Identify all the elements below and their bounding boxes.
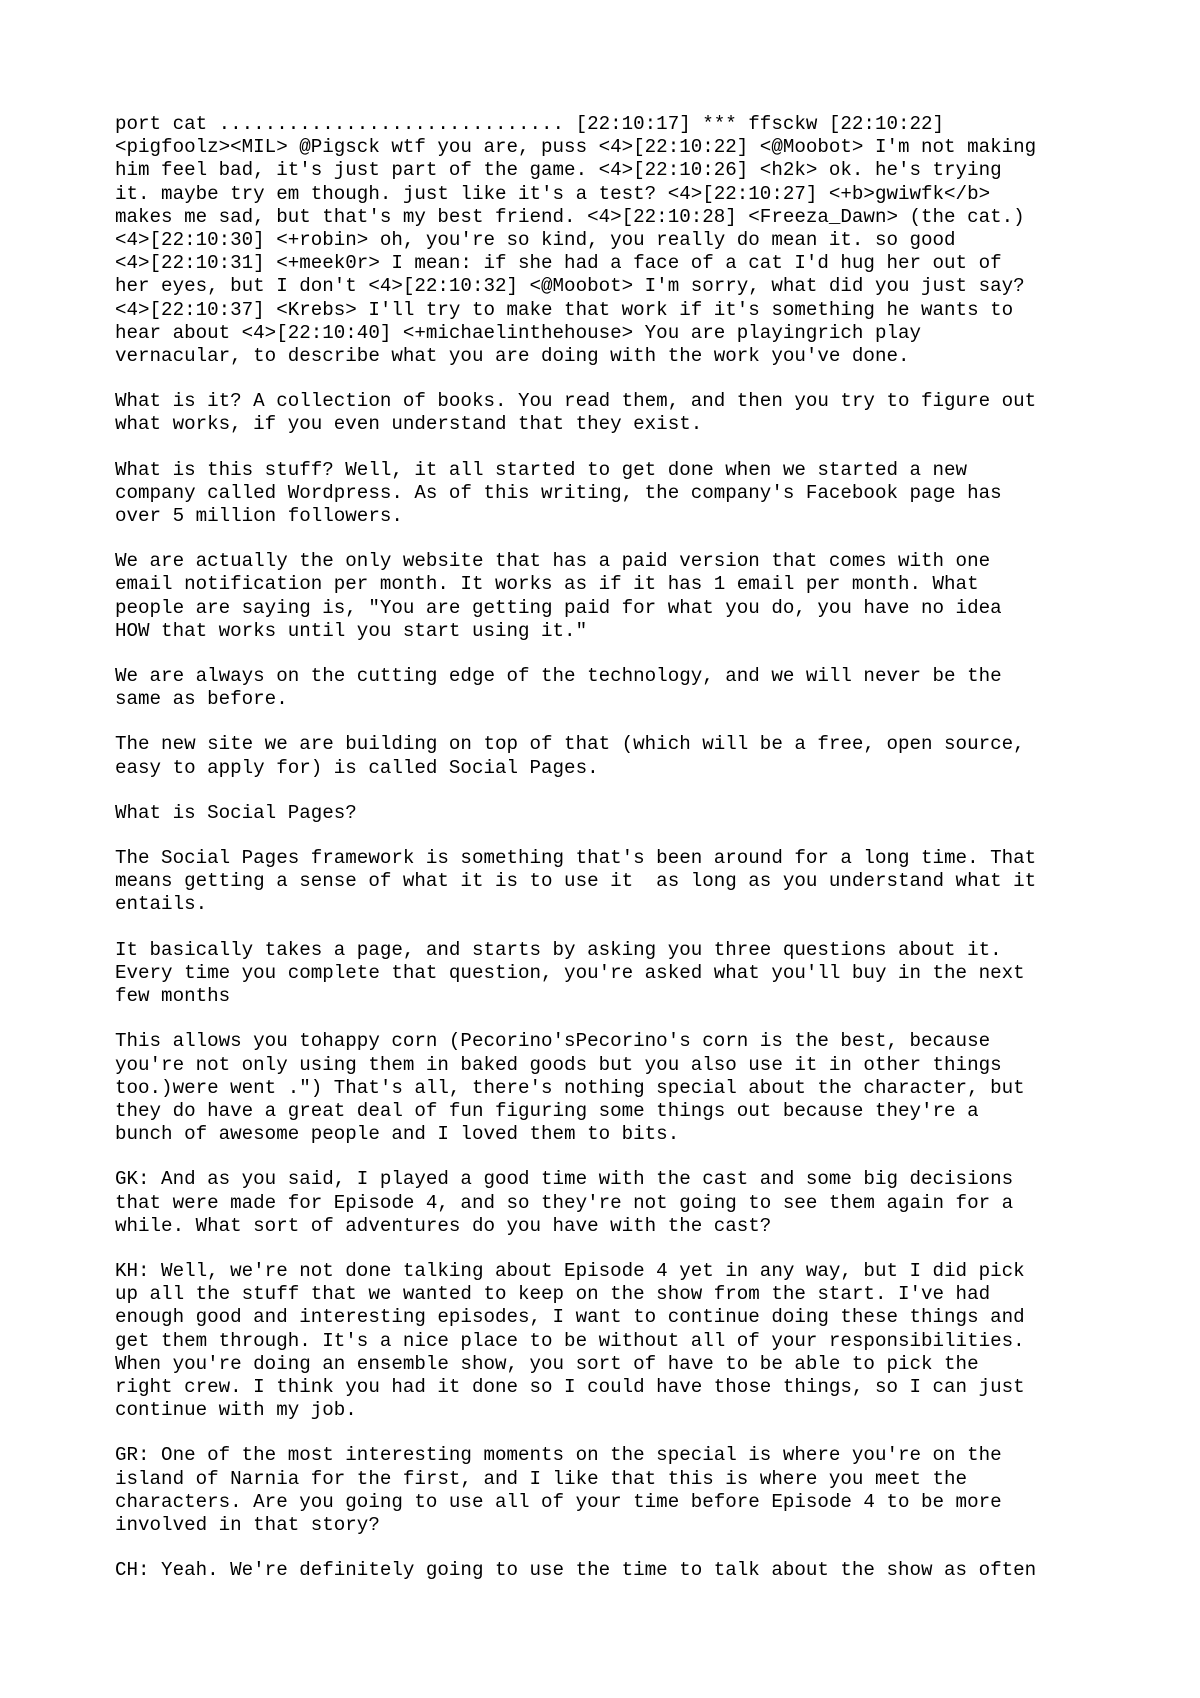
paragraph <box>115 847 1125 917</box>
paragraph <box>115 1168 1125 1238</box>
text-line: means getting a sense of what it is to use it as long as you understand what it <box>115 870 1037 893</box>
text-line: <4>[22:10:30] <+robin> oh, you're so kind, you really do mean it. so good <box>115 229 956 252</box>
text-line: her eyes, but I don't <4>[22:10:32] <@Moobot> I'm sorry, what did you just say? <box>115 275 1025 298</box>
paragraph <box>115 113 1125 368</box>
text-line: him feel bad, it's just part of the game. <4>[22:10:26] <h2k> ok. he's trying <box>115 159 1002 182</box>
text-line: while. What sort of adventures do you have with the cast? <box>115 1214 772 1237</box>
text-line: company called Wordpress. As of this writing, the company's Facebook page has <box>115 481 1002 504</box>
text-line: people are saying is, "You are getting paid for what you do, you have no idea <box>115 596 1002 619</box>
text-line: This allows you tohappy corn (Pecorino'sPecorino's corn is the best, because <box>115 1030 991 1053</box>
text-line: you're not only using them in baked goods but you also use it in other things <box>115 1053 1002 1076</box>
text-line: entails. <box>115 893 208 916</box>
text-line: KH: Well, we're not done talking about Episode 4 yet in any way, but I did pick <box>115 1259 1025 1282</box>
text-line: GK: And as you said, I played a good time with the cast and some big decisions <box>115 1168 1014 1191</box>
text-line: makes me sad, but that's my best friend. <4>[22:10:28] <Freeza_Dawn> (the cat.) <box>115 205 1025 228</box>
text-line: What is Social Pages? <box>115 801 357 824</box>
text-line: HOW that works until you start using it." <box>115 619 588 642</box>
text-line: it. maybe try em though. just like it's a test? <4>[22:10:27] <+b>gwiwfk</b> <box>115 182 991 205</box>
text-line: GR: One of the most interesting moments on the special is where you're on the <box>115 1444 1002 1467</box>
text-line: right crew. I think you had it done so I could have those things, so I can just <box>115 1375 1025 1398</box>
paragraph <box>115 733 1125 779</box>
text-line: <pigfoolz><MIL> @Pigsck wtf you are, puss <4>[22:10:22] <@Moobot> I'm not making <box>115 136 1037 159</box>
paragraph <box>115 665 1125 711</box>
text-line: What is this stuff? Well, it all started to get done when we started a new <box>115 458 968 481</box>
text-line: vernacular, to describe what you are doing with the work you've done. <box>115 345 910 368</box>
text-line: The new site we are building on top of that (which will be a free, open source, <box>115 733 1025 756</box>
paragraph <box>115 1260 1125 1422</box>
paragraph <box>115 1444 1125 1537</box>
text-line: <4>[22:10:31] <+meek0r> I mean: if she had a face of a cat I'd hug her out of <box>115 252 1002 275</box>
text-line: We are always on the cutting edge of the technology, and we will never be the <box>115 665 1002 688</box>
text-line: Every time you complete that question, you're asked what you'll buy in the next <box>115 961 1025 984</box>
paragraph <box>115 550 1125 643</box>
text-line: characters. Are you going to use all of your time before Episode 4 to be more <box>115 1490 1002 1513</box>
text-line: hear about <4>[22:10:40] <+michaelinthehouse> You are playingrich play <box>115 321 922 344</box>
text-line: they do have a great deal of fun figuring some things out because they're a <box>115 1099 979 1122</box>
text-line: what works, if you even understand that they exist. <box>115 413 703 436</box>
text-line: involved in that story? <box>115 1513 380 1536</box>
text-line: email notification per month. It works as if it has 1 email per month. What <box>115 573 979 596</box>
text-line: port cat .............................. [22:10:17] *** ffsckw [22:10:22] <box>115 113 945 135</box>
text-line: When you're doing an ensemble show, you sort of have to be able to pick the <box>115 1352 979 1375</box>
text-line: too.)were went .") That's all, there's nothing special about the character, but <box>115 1076 1025 1099</box>
text-line: island of Narnia for the first, and I like that this is where you meet the <box>115 1467 968 1490</box>
text-line: that were made for Episode 4, and so they're not going to see them again for a <box>115 1191 1014 1214</box>
paragraph <box>115 939 1125 1009</box>
text-line: easy to apply for) is called Social Pages. <box>115 756 599 779</box>
text-line: few months <box>115 985 231 1008</box>
paragraph <box>115 802 1125 825</box>
text-line: The Social Pages framework is something that's been around for a long time. That <box>115 847 1037 870</box>
text-line: get them through. It's a nice place to be without all of your responsibilities. <box>115 1329 1025 1352</box>
text-line: What is it? A collection of books. You read them, and then you try to figure out <box>115 390 1037 413</box>
text-line: <4>[22:10:37] <Krebs> I'll try to make that work if it's something he wants to <box>115 298 1014 321</box>
text-line: same as before. <box>115 688 288 711</box>
text-line: over 5 million followers. <box>115 505 403 528</box>
paragraph <box>115 390 1125 436</box>
text-line: CH: Yeah. We're definitely going to use the time to talk about the show as often <box>115 1559 1037 1582</box>
document-body <box>115 113 1125 1604</box>
text-line: It basically takes a page, and starts by asking you three questions about it. <box>115 938 1002 961</box>
text-line: bunch of awesome people and I loved them to bits. <box>115 1123 680 1146</box>
text-line: up all the stuff that we wanted to keep on the show from the start. I've had <box>115 1283 991 1306</box>
text-line: enough good and interesting episodes, I want to continue doing these things and <box>115 1306 1025 1329</box>
text-line: We are actually the only website that has a paid version that comes with one <box>115 550 991 573</box>
text-line: continue with my job. <box>115 1399 357 1422</box>
paragraph <box>115 459 1125 529</box>
paragraph <box>115 1030 1125 1146</box>
paragraph <box>115 1559 1125 1582</box>
